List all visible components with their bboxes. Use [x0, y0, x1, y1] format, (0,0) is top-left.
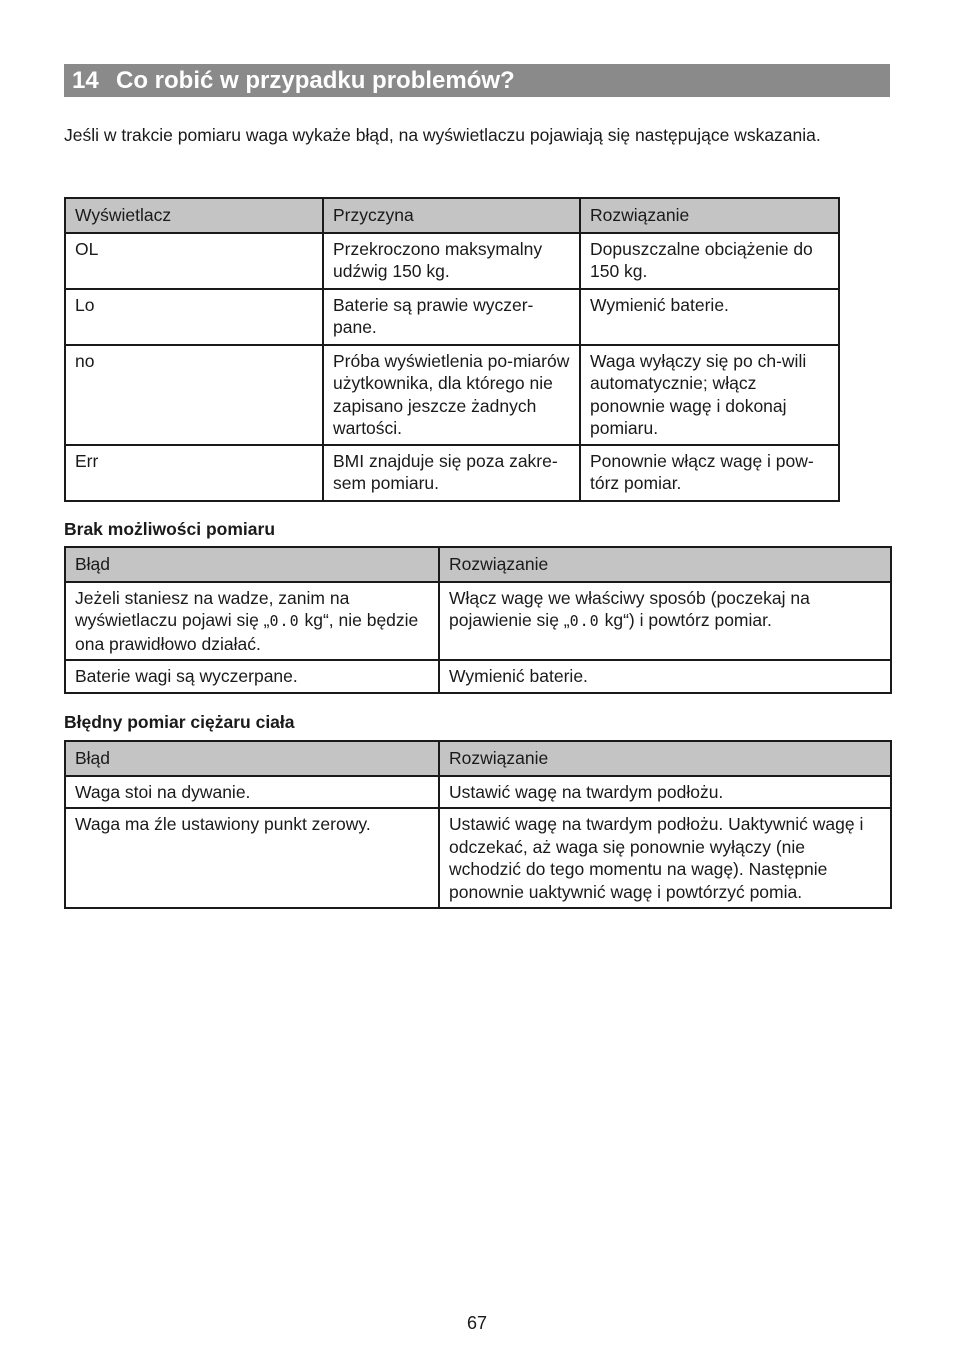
cause-cell: Baterie są prawie wyczer-pane.	[323, 289, 580, 345]
solution-cell: Ustawić wagę na twardym podłożu.	[439, 776, 891, 809]
table-row	[65, 776, 891, 809]
wrong-measurement-heading: Błędny pomiar ciężaru ciała	[64, 712, 295, 732]
table-row	[65, 660, 891, 693]
solution-cell: Wymienić baterie.	[439, 660, 891, 693]
solution-cell: Ponownie włącz wagę i pow-tórz pomiar.	[580, 445, 839, 501]
solution-cell: Wymienić baterie.	[580, 289, 839, 345]
cause-cell: Przekroczono maksymalny udźwig 150 kg.	[323, 233, 580, 289]
table-header-row	[65, 198, 839, 233]
page-number: 67	[466, 1313, 488, 1333]
table-row	[65, 345, 839, 445]
display-code: no	[65, 345, 323, 445]
column-header-error: Błąd	[65, 547, 439, 582]
solution-cell: Waga wyłączy się po ch-wili automatycznie; włącz ponownie wagę i dokonaj pomiaru.	[580, 345, 839, 445]
column-header-cause: Przyczyna	[323, 198, 580, 233]
display-reading: 0.0	[269, 612, 300, 630]
table-header-row	[65, 547, 891, 582]
display-code: Lo	[65, 289, 323, 345]
no-measurement-heading: Brak możliwości pomiaru	[64, 519, 276, 539]
error-cell: Waga ma źle ustawiony punkt zerowy.	[65, 808, 439, 908]
table-row	[65, 233, 839, 289]
display-code: Err	[65, 445, 323, 501]
intro-paragraph: Jeśli w trakcie pomiaru waga wykaże błąd, na wyświetlaczu pojawiają się następujące wskazania.	[64, 125, 821, 145]
error-cell: Jeżeli staniesz na wadze, zanim na wyświetlaczu pojawi się „0.0 kg“, nie będzie ona prawidłowo działać.	[65, 582, 439, 661]
solution-cell: Ustawić wagę na twardym podłożu. Uaktywnić wagę i odczekać, aż waga się ponownie wyłączy (nie wchodzić do tego momentu na wagę). Następnie ponownie uaktywnić wagę i powtórzyć pomia.	[439, 808, 891, 908]
table-row	[65, 808, 891, 908]
cause-cell: BMI znajduje się poza zakre-sem pomiaru.	[323, 445, 580, 501]
cause-cell: Próba wyświetlenia po-miarów użytkownika, dla którego nie zapisano jeszcze żadnych wartości.	[323, 345, 580, 445]
section-title: Co robić w przypadku problemów?	[116, 67, 515, 94]
display-messages-table	[64, 197, 840, 502]
wrong-measurement-table	[64, 740, 892, 909]
display-code: OL	[65, 233, 323, 289]
column-header-solution: Rozwiązanie	[439, 547, 891, 582]
table-row	[65, 582, 891, 661]
section-number: 14	[72, 67, 99, 94]
solution-cell: Dopuszczalne obciążenie do 150 kg.	[580, 233, 839, 289]
column-header-solution: Rozwiązanie	[580, 198, 839, 233]
error-cell: Baterie wagi są wyczerpane.	[65, 660, 439, 693]
column-header-solution: Rozwiązanie	[439, 741, 891, 776]
display-reading: 0.0	[569, 612, 600, 630]
column-header-display: Wyświetlacz	[65, 198, 323, 233]
section-heading	[64, 64, 890, 97]
table-row	[65, 445, 839, 501]
column-header-error: Błąd	[65, 741, 439, 776]
table-header-row	[65, 741, 891, 776]
no-measurement-table	[64, 546, 892, 694]
table-row	[65, 289, 839, 345]
solution-cell: Włącz wagę we właściwy sposób (poczekaj na pojawienie się „0.0 kg“) i powtórz pomiar.	[439, 582, 891, 661]
error-cell: Waga stoi na dywanie.	[65, 776, 439, 809]
